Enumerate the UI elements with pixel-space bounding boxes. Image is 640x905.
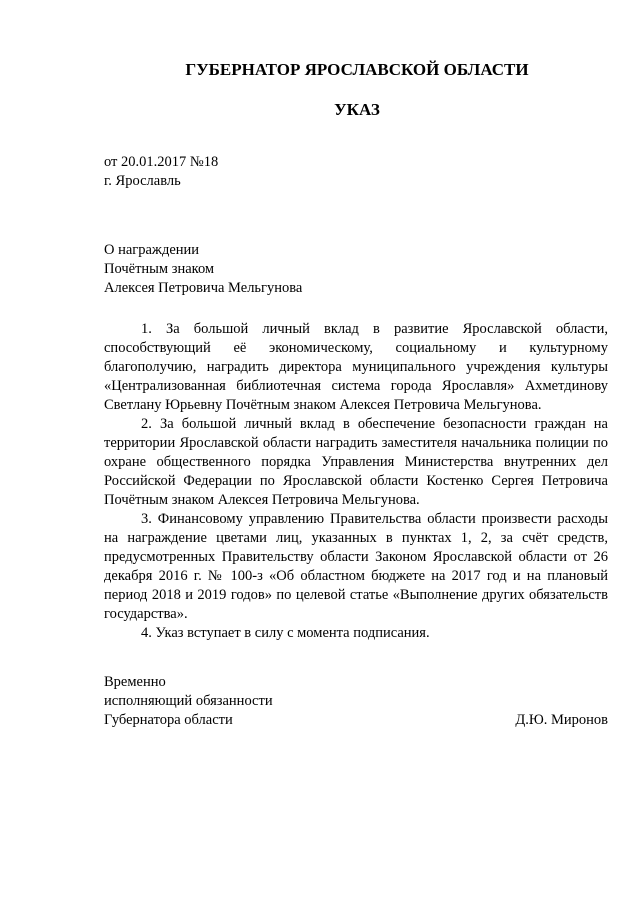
subject-line-2: Почётным знаком xyxy=(104,261,215,277)
document-body xyxy=(104,320,608,643)
signature-block xyxy=(104,673,608,730)
paragraph-1: 1. За большой личный вклад в развитие Ярославской области, способствующий её экономическому, социальному и культурному благополучию, наградить директора муниципального учреждения культуры «Централизованная библиотечная система города Ярославля» Ахметдинову Светлану Юрьевну Почётным знаком Алексея Петровича Мельгунова. xyxy=(104,321,608,413)
signatory-title-line-1: Временно xyxy=(104,674,166,690)
document-type-heading: УКАЗ xyxy=(334,100,380,119)
date-number: от 20.01.2017 №18 xyxy=(104,154,219,170)
document-subject xyxy=(104,241,302,298)
subject-line-1: О награждении xyxy=(104,242,200,258)
signatory-title-line-3: Губернатора области xyxy=(104,712,233,728)
document-meta xyxy=(104,153,218,191)
paragraph-2: 2. За большой личный вклад в обеспечение безопасности граждан на территории Ярославской области наградить заместителя начальника полиции по охране общественного порядка Управления Министерства внутренних дел Российской Федерации по Ярославской области Костенко Сергея Петровича Почётным знаком Алексея Петровича Мельгунова. xyxy=(104,416,608,508)
signatory-name: Д.Ю. Миронов xyxy=(515,712,608,728)
paragraph-3: 3. Финансовому управлению Правительства области произвести расходы на награждение цветами лиц, указанных в пунктах 1, 2, за счёт средств, предусмотренных Правительству области Законом Ярославской области от 26 декабря 2016 г. № 100-з «Об областном бюджете на 2017 год и на плановый период 2018 и 2019 годов» по целевой статье «Выполнение других обязательств государства». xyxy=(104,511,608,622)
paragraph-4: 4. Указ вступает в силу с момента подписания. xyxy=(141,625,430,641)
issuing-authority-heading: ГУБЕРНАТОР ЯРОСЛАВСКОЙ ОБЛАСТИ xyxy=(185,60,529,79)
subject-line-3: Алексея Петровича Мельгунова xyxy=(104,280,303,296)
signature-row xyxy=(104,711,608,730)
signatory-title-line-2: исполняющий обязанности xyxy=(104,693,273,709)
city: г. Ярославль xyxy=(104,173,181,189)
